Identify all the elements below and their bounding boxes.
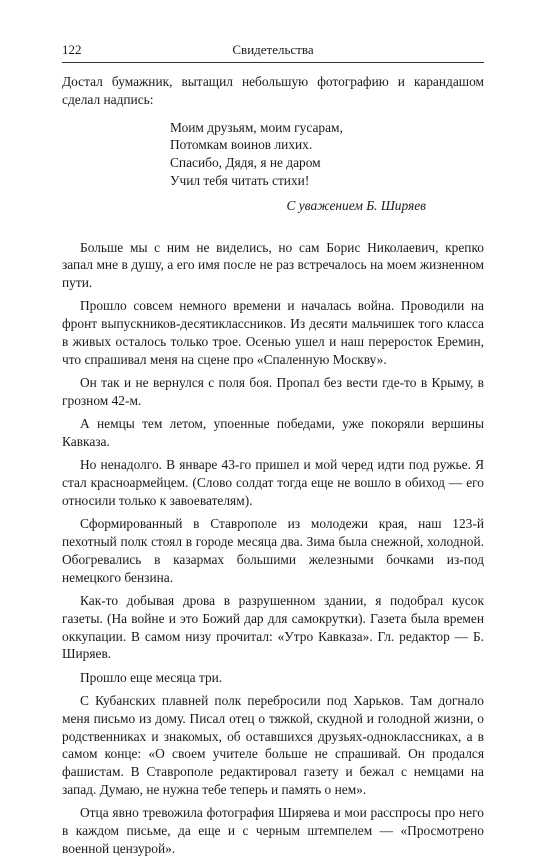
poem-line: Спасибо, Дядя, я не даром (170, 155, 321, 171)
page-header (62, 40, 484, 63)
paragraph: Больше мы с ним не виделись, но сам Борис Николаевич, крепко запал мне в душу, а его имя после не раз встречалось на моем жизненном пути. (62, 239, 484, 291)
paragraph: С Кубанских плавней полк перебросили под Харьков. Там догнало меня письмо из дому. Писал отец о тяжкой, скудной и голодной жизни, о родственниках и знакомых, об оставшихся друзьях-одноклассниках, а в самом конце: «О своем учителе больше не спрашивай. Он продался фашистам. В Ставрополе редактировал газету и бежал с немцами на запад. Думаю, не нужна тебе теперь и память о нем». (62, 692, 484, 797)
poem-line: Учил тебя читать стихи! (170, 172, 310, 188)
poem-line: Моим друзьям, моим гусарам, (170, 119, 343, 135)
paragraph: Сформированный в Ставрополе из молодежи края, наш 123-й пехотный полк стоял в городе месяца два. Зима была снежной, холодной. Обогревались в казармах большими железными бочками из-под немецкого бензина. (62, 516, 484, 585)
poem (170, 119, 484, 190)
paragraph: Прошло совсем немного времени и началась война. Проводили на фронт выпускников-десятиклассников. Из десяти мальчишек того класса в живых осталось только трое. Осенью ушел и наш переросток Еремин, что спрашивал меня на сцене про «Спаленную Москву». (62, 298, 484, 367)
poem-line: Потомкам воинов лихих. (170, 137, 313, 153)
opening-paragraph: Достал бумажник, вытащил небольшую фотографию и карандашом сделал надпись: (62, 74, 484, 107)
body-text (62, 239, 484, 858)
paragraph: Отца явно тревожила фотография Ширяева и мои расспросы про него в каждом письме, да еще и с черным штемпелем — «Просмотрено военной цензурой». (62, 805, 484, 856)
poem-signature: С уважением Б. Ширяев (286, 197, 426, 213)
paragraph: Он так и не вернулся с поля боя. Пропал без вести где-то в Крыму, в грозном 42-м. (62, 375, 484, 408)
page-content (62, 73, 484, 858)
running-title: Свидетельства (232, 42, 314, 57)
paragraph: Прошло еще месяца три. (80, 669, 223, 685)
paragraph: Как-то добывая дрова в разрушенном здании, я подобрал кусок газеты. (На войне и это Божий дар для самокрутки). Газета была времен оккупации. В самом низу прочитал: «Утро Кавказа». Гл. редактор — Б. Ширяев. (62, 592, 484, 662)
paragraph: А немцы тем летом, упоенные победами, уже покоряли вершины Кавказа. (62, 416, 484, 450)
page-number: 122 (62, 42, 82, 57)
paragraph: Но ненадолго. В январе 43-го пришел и мой черед идти под ружье. Я стал красноармейцем. (Слово солдат тогда еще не вошло в обиход — его относили только к завоевателям). (62, 457, 484, 508)
